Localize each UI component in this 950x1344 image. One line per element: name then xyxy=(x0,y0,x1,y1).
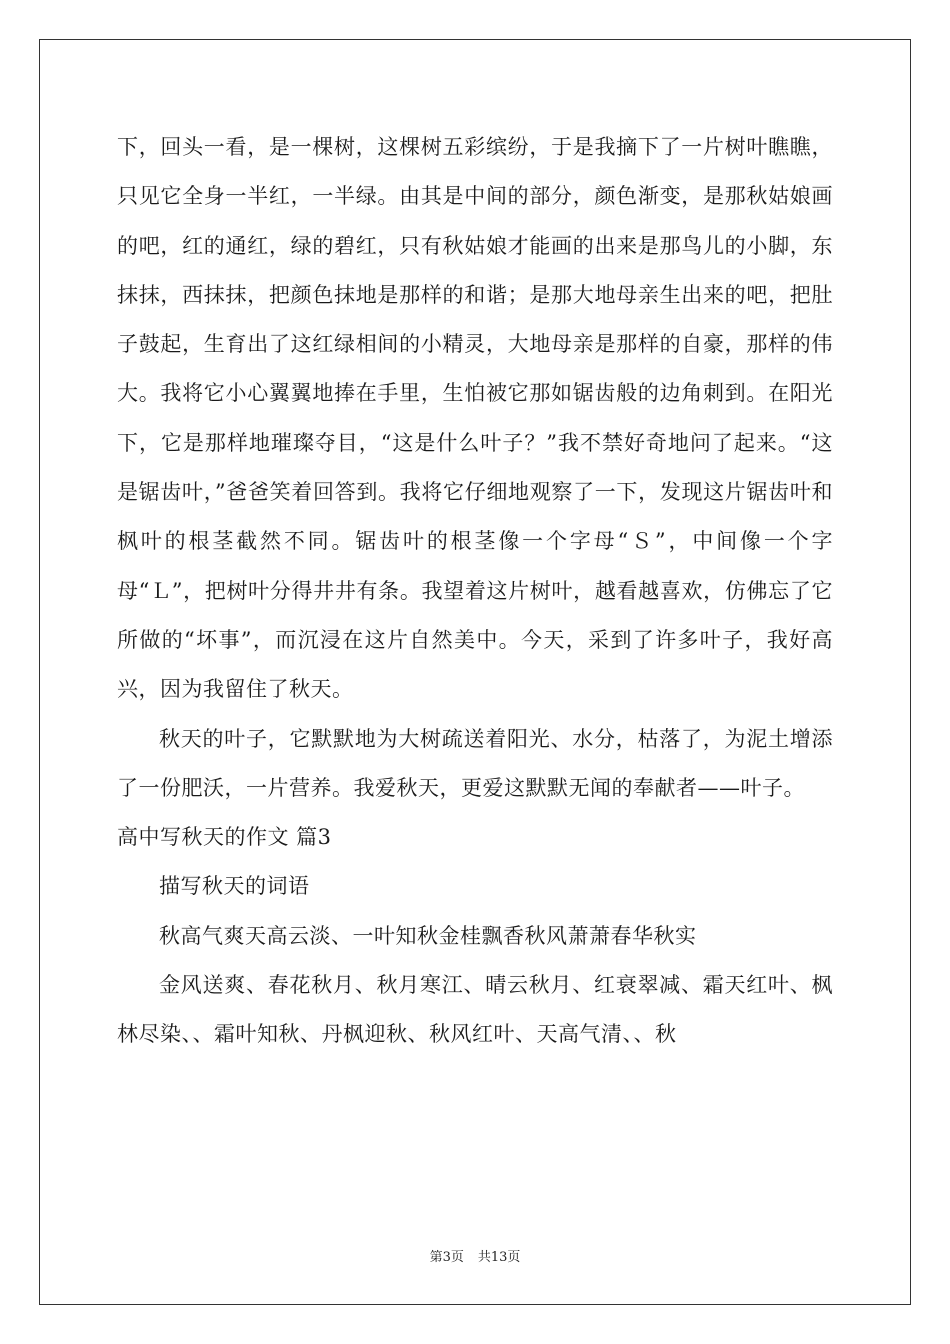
total-pages: 共13页 xyxy=(477,1250,521,1265)
paragraph-vocab-line-1: 秋高气爽天高云淡、一叶知秋金桂飘香秋风萧萧春华秋实 xyxy=(159,923,697,948)
document-body xyxy=(117,123,833,1060)
paragraph-continuation: 下，回头一看，是一棵树，这棵树五彩缤纷，于是我摘下了一片树叶瞧瞧，只见它全身一半红，一半绿。由其是中间的部分，颜色渐变，是那秋姑娘画的吧，红的通红，绿的碧红，只有秋姑娘才能画的出来是那鸟儿的小脚，东抹抹，西抹抹，把颜色抹地是那样的和谐；是那大地母亲生出来的吧，把肚子鼓起，生育出了这红绿相间的小精灵，大地母亲是那样的自豪，那样的伟大。我将它小心翼翼地捧在手里，生怕被它那如锯齿般的边角刺到。在阳光下，它是那样地璀璨夺目，“这是什么叶子？”我不禁好奇地问了起来。“这是锯齿叶，”爸爸笑着回答到。我将它仔细地观察了一下，发现这片锯齿叶和枫叶的根茎截然不同。锯齿叶的根茎像一个字母“Ｓ”，中间像一个字母“Ｌ”，把树叶分得井井有条。我望着这片树叶，越看越喜欢，仿佛忘了它所做的“坏事”，而沉浸在这片自然美中。今天，采到了许多叶子，我好高兴，因为我留住了秋天。 xyxy=(117,135,833,702)
paragraph-vocab-line-2: 金风送爽、春花秋月、秋月寒江、晴云秋月、红衰翠减、霜天红叶、枫林尽染、、霜叶知秋、丹枫迎秋、秋风红叶、天高气清、、秋 xyxy=(117,973,833,1047)
paragraph-autumn-leaves: 秋天的叶子，它默默地为大树疏送着阳光、水分，枯落了，为泥土增添了一份肥沃，一片营养。我爱秋天，更爱这默默无闻的奉献者——叶子。 xyxy=(117,726,833,800)
page-number: 第3页 xyxy=(429,1250,464,1265)
page-footer xyxy=(0,1246,950,1265)
paragraph-vocab-title: 描写秋天的词语 xyxy=(159,874,310,899)
section-heading: 高中写秋天的作文 篇3 xyxy=(117,825,332,850)
